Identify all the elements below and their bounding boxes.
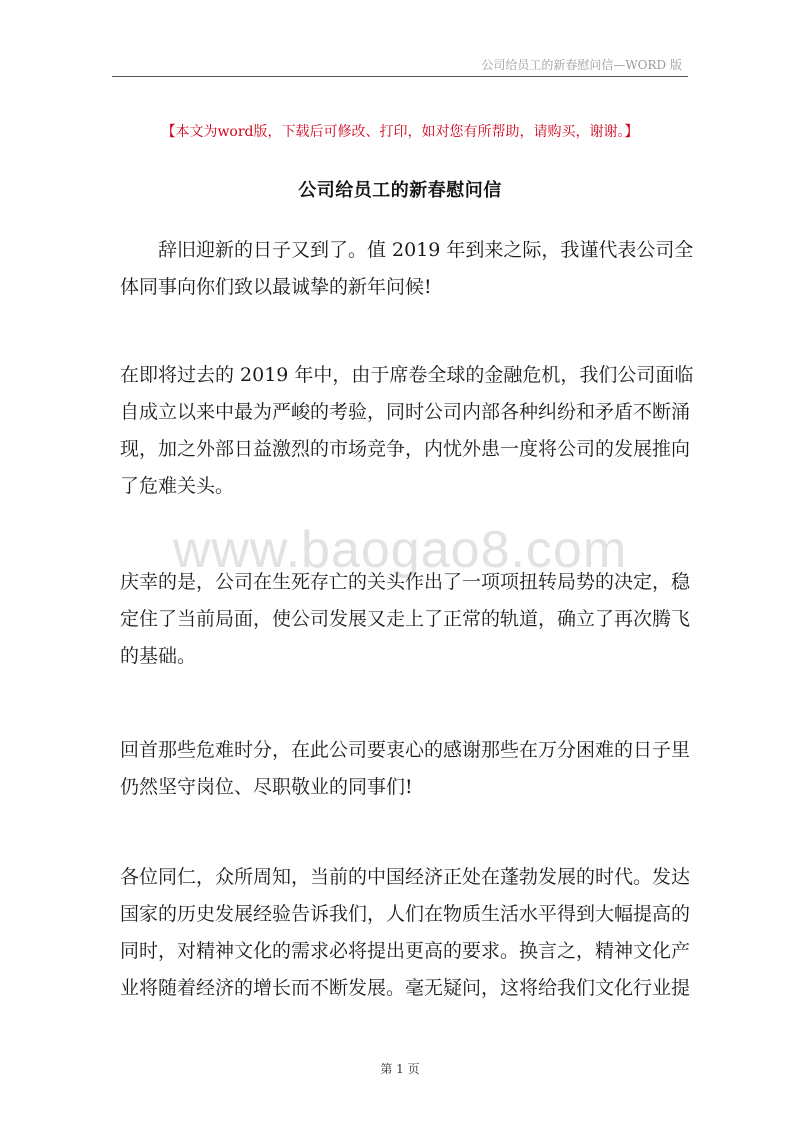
running-header: 公司给员工的新春慰问信—WORD 版 [481,58,682,72]
paragraph-line: 现，加之外部日益激烈的市场竞争，内忧外患一度将公司的发展推向 [120,438,691,460]
paragraph-line: 体同事向你们致以最诚挚的新年问候! [120,276,432,298]
paragraph-5 [120,859,691,1007]
paragraph-1 [120,232,694,306]
paragraph-4 [120,732,691,806]
paragraph-line: 定住了当前局面，使公司发展又走上了正常的轨道，确立了再次腾飞 [120,608,691,630]
paragraph-line: 仍然坚守岗位、尽职敬业的同事们! [120,776,413,798]
paragraph-line: 自成立以来中最为严峻的考验，同时公司内部各种纠纷和矛盾不断涌 [120,401,691,423]
paragraph-line: 了危难关头。 [120,475,235,497]
paragraph-line: 各位同仁，众所周知，当前的中国经济正处在蓬勃发展的时代。发达 [120,866,691,888]
watermark-text: www.baogao8.com [172,521,628,579]
document-title: 公司给员工的新春慰问信 [298,180,502,201]
paragraph-3 [120,564,691,675]
paragraph-line: 辞旧迎新的日子又到了。值 2019 年到来之际，我谨代表公司全 [158,239,694,261]
paragraph-line: 在即将过去的 2019 年中，由于席卷全球的金融危机，我们公司面临 [120,364,694,386]
header-divider [112,76,688,77]
paragraph-line: 业将随着经济的增长而不断发展。毫无疑问，这将给我们文化行业提 [120,977,691,999]
paragraph-line: 回首那些危难时分，在此公司要衷心的感谢那些在万分困难的日子里 [120,739,691,761]
paragraph-2 [120,357,694,505]
paragraph-line: 的基础。 [120,645,197,667]
paragraph-line: 同时，对精神文化的需求必将提出更高的要求。换言之，精神文化产 [120,940,691,962]
paragraph-line: 庆幸的是，公司在生死存亡的关头作出了一项项扭转局势的决定，稳 [120,571,691,593]
paragraph-line: 国家的历史发展经验告诉我们，人们在物质生活水平得到大幅提高的 [120,903,691,925]
page-number: 第 1 页 [380,1062,420,1076]
purchase-notice: 【本文为word版，下载后可修改、打印，如对您有所帮助，请购买，谢谢。】 [161,124,639,140]
